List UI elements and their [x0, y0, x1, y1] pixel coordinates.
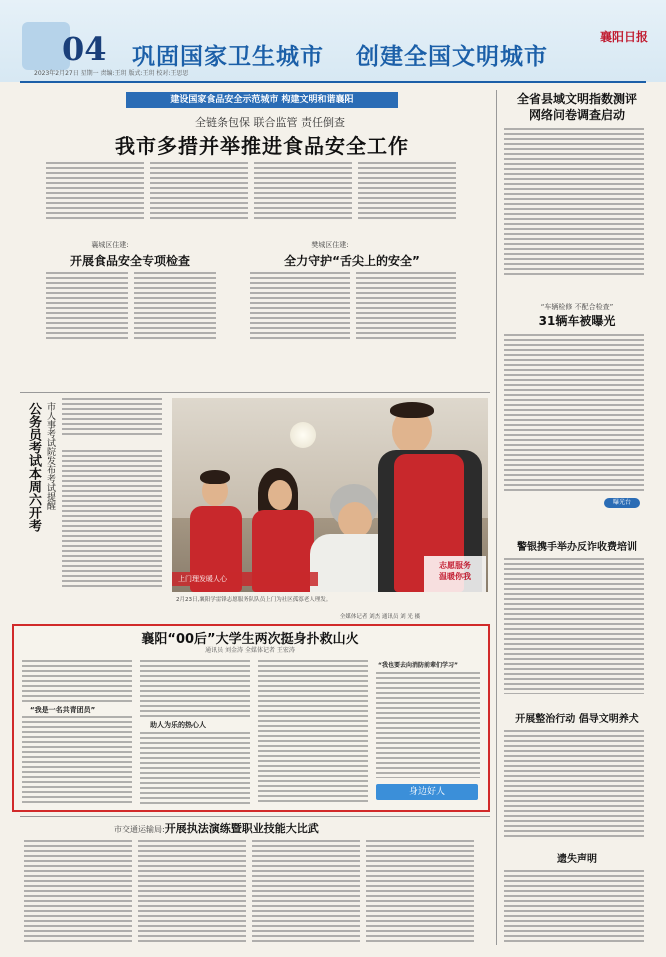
hl-body-col2-bottom: [140, 732, 250, 804]
slogan-left: 巩固国家卫生城市: [132, 44, 324, 70]
hl-body-col2-top: [140, 660, 250, 718]
exposure-tag: 曝光台: [604, 498, 640, 508]
volunteer-left-hair: [200, 470, 230, 484]
vertical-story-subtitle: 市人事考试院发布考试提醒: [45, 402, 55, 510]
dateline: 2023年2月27日 星期一 责编:王玥 版式:王玥 校对:王思思: [34, 70, 189, 77]
volunteer-middle-face: [268, 480, 292, 510]
right-story2-body: [504, 334, 644, 494]
elderly-face: [338, 502, 372, 538]
right-story5-title: 遗失声明: [557, 854, 597, 865]
badge-line1: 志愿服务: [439, 561, 471, 570]
badge-line2: 温暖你我: [439, 572, 471, 581]
sub-left-kicker: 襄城区住建:: [91, 241, 129, 249]
hl-section1-heading: “我是一名共青团员”: [30, 706, 96, 714]
sub-right-body-col1: [250, 272, 350, 342]
highlighted-headline: 襄阳“00后”大学生两次挺身扑救山火: [141, 632, 359, 647]
bottom-headline-prefix: 市交通运输局:: [114, 825, 165, 834]
bottom-body-col4: [366, 840, 474, 944]
lead-banner: 建设国家食品安全示范城市 构建文明和谐襄阳: [126, 92, 398, 108]
vertical-story-body-top: [62, 398, 162, 438]
sub-right-kicker: 樊城区住建:: [311, 241, 349, 249]
lead-body-col1: [46, 162, 144, 222]
bottom-headline-text: 开展执法演练暨职业技能大比武: [164, 822, 319, 835]
lead-headline: 我市多措并举推进食品安全工作: [115, 134, 409, 158]
hl-body-col3: [258, 660, 368, 804]
hl-section2-heading: 助人为乐的热心人: [150, 721, 206, 729]
photo-caption: 2月23日,襄阳学雷锋志愿服务队队员上门为社区孤寡老人理发。: [176, 597, 332, 603]
lead-body-col3: [254, 162, 352, 222]
right-column-divider: [496, 90, 497, 945]
photo-caption-band: 上门理发暖人心: [172, 572, 318, 586]
hl-body-col4: [376, 672, 480, 778]
sub-left-body-col1: [46, 272, 128, 342]
bottom-divider: [20, 816, 490, 817]
ceiling-lamp: [290, 422, 316, 448]
hl-body-col1-bottom: [22, 716, 132, 804]
vertical-story-headline: 公务员考试本周六开考: [26, 402, 41, 532]
page-number: 04: [62, 30, 107, 68]
highlighted-byline: 通讯员 刘金涛 全媒体记者 王宏涛: [205, 647, 295, 654]
right-story1-body: [504, 128, 644, 278]
sub-left-body-col2: [134, 272, 216, 342]
right-story4-title: 开展整治行动 倡导文明养犬: [515, 714, 639, 725]
right-story5-body: [504, 870, 644, 944]
volunteer-right-hair: [390, 402, 434, 418]
bottom-body-col2: [138, 840, 246, 944]
lead-kicker: 全链条包保 联合监管 责任倒查: [195, 116, 345, 129]
sub-right-body-col2: [356, 272, 456, 342]
right-story2-kicker: “车辆检修 不配合检查”: [540, 303, 614, 311]
vertical-story-body-bottom: [62, 450, 162, 590]
right-story1-title-line1: 全省县域文明指数测评: [516, 92, 637, 106]
photo-credit: 全媒体记者 刘杰 通讯员 刘 光 摄: [339, 614, 421, 620]
bottom-body-col1: [24, 840, 132, 944]
lead-body-col4: [358, 162, 456, 222]
bottom-headline: [114, 820, 404, 836]
right-story3-title: 警银携手举办反诈收费培训: [517, 542, 637, 553]
sub-left-headline: 开展食品安全专项检查: [69, 254, 190, 268]
hl-body-col1-top: [22, 660, 132, 702]
good-people-button[interactable]: 身边好人: [376, 784, 478, 800]
right-story1-title-line2: 网络问卷调查启动: [528, 108, 625, 122]
lead-body-col2: [150, 162, 248, 222]
bottom-body-col3: [252, 840, 360, 944]
volunteer-badge: [424, 556, 486, 592]
right-story3-body: [504, 558, 644, 694]
header-rule: [20, 81, 646, 83]
sub-right-headline: 全力守护“舌尖上的安全”: [284, 254, 420, 268]
lead-divider: [20, 392, 490, 393]
newspaper-brand: 襄阳日报: [600, 30, 649, 44]
hl-section3-heading: “我也要去向消防前辈们学习”: [378, 662, 458, 669]
right-story4-body: [504, 730, 644, 840]
slogan-right: 创建全国文明城市: [356, 44, 548, 70]
right-story2-title: 31辆车被曝光: [538, 314, 616, 328]
